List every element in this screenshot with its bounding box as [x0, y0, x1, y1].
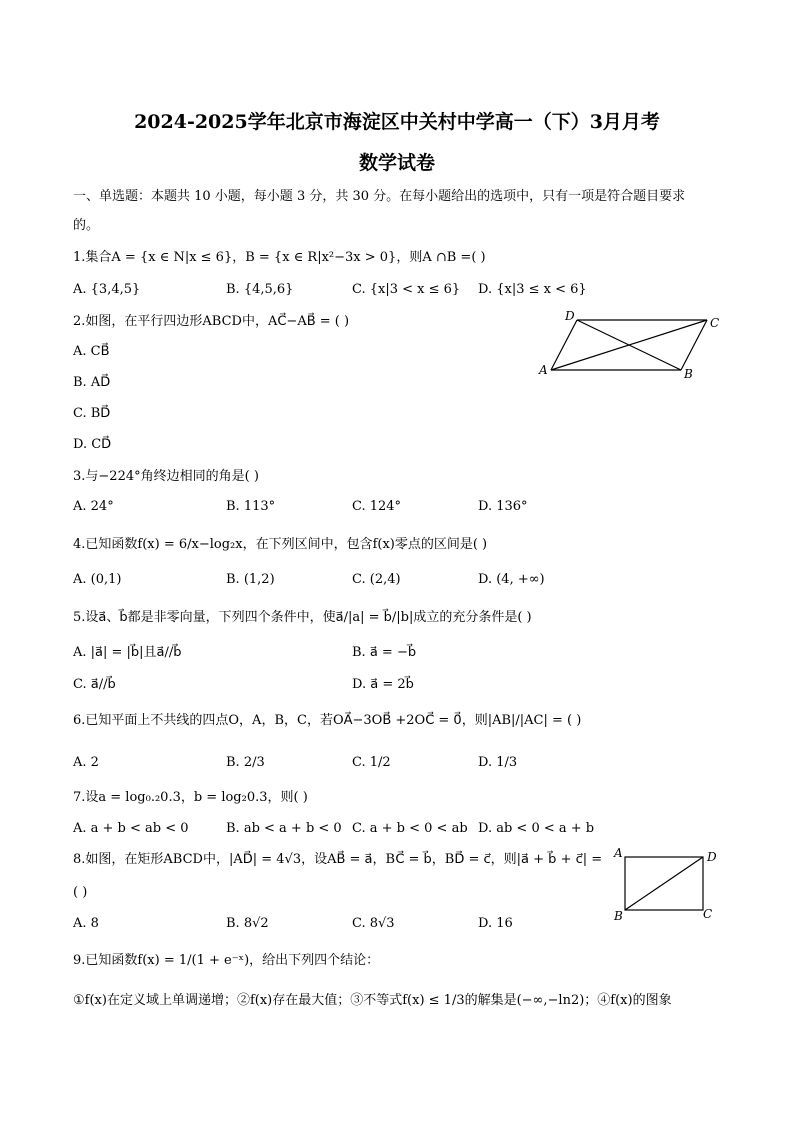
q2-option-a: A. CB⃗: [73, 344, 110, 359]
q2-option-c: C. BD⃗: [73, 406, 111, 421]
question-9-stem: 9.已知函数f(x) = 1/(1 + e⁻ˣ)，给出下列四个结论：: [73, 953, 380, 968]
question-4-stem: 4.已知函数f(x) = 6/x−log₂x，在下列区间中，包含f(x)零点的区间是( ): [73, 537, 488, 552]
q7-option-d: D. ab < 0 < a + b: [478, 821, 595, 836]
question-7-stem: 7.设a = log₀.₂0.3，b = log₂0.3，则( ): [73, 790, 308, 805]
q5-option-d: D. a⃗ = 2b⃗: [352, 677, 414, 692]
q1-option-b: B. {4,5,6}: [226, 282, 294, 297]
q4-option-b: B. (1,2): [226, 572, 275, 587]
q3-option-b: B. 113°: [226, 499, 276, 514]
question-2-stem: 2.如图，在平行四边形ABCD中，AC⃗−AB⃗ = ( ): [73, 314, 350, 329]
page-subtitle: 数学试卷: [358, 152, 435, 174]
q8-option-d: D. 16: [478, 916, 513, 931]
q7-option-a: A. a + b < ab < 0: [73, 821, 189, 836]
question-5-stem: 5.设a⃗、b⃗都是非零向量，下列四个条件中，使a⃗/|a| = b⃗/|b|成立的充分条件是( ): [73, 610, 532, 625]
q7-option-b: B. ab < a + b < 0: [226, 821, 342, 836]
q4-option-a: A. (0,1): [73, 572, 122, 587]
q5-option-a: A. |a⃗| = |b⃗|且a⃗//b⃗: [73, 645, 182, 660]
q7-option-c: C. a + b < 0 < ab: [352, 821, 468, 836]
parallelogram-figure: [535, 308, 725, 383]
rectangle-label-c: C: [703, 907, 713, 921]
q6-option-c: C. 1/2: [352, 755, 391, 770]
q2-option-b: B. AD⃗: [73, 375, 111, 390]
q4-option-d: D. (4, +∞): [478, 572, 545, 587]
q1-option-c: C. {x|3 < x ≤ 6}: [352, 282, 461, 297]
q6-option-a: A. 2: [73, 755, 99, 770]
rectangle-figure: [608, 845, 726, 925]
q1-option-a: A. {3,4,5}: [73, 282, 141, 297]
question-8-stem: 8.如图，在矩形ABCD中，|AD⃗| = 4√3，设AB⃗ = a⃗，BC⃗ = b⃗，BD⃗ = c⃗，则|a⃗ + b⃗ + c⃗| =: [73, 852, 603, 867]
parallelogram-label-d: D: [565, 309, 575, 323]
q5-option-b: B. a⃗ = −b⃗: [352, 645, 417, 660]
question-3-stem: 3.与−224°角终边相同的角是( ): [73, 469, 259, 484]
q8-option-c: C. 8√3: [352, 916, 395, 931]
q2-option-d: D. CD⃗: [73, 437, 112, 452]
rectangle-label-a: A: [614, 846, 623, 860]
q1-option-d: D. {x|3 ≤ x < 6}: [478, 282, 587, 297]
q4-option-c: C. (2,4): [352, 572, 401, 587]
q6-option-b: B. 2/3: [226, 755, 265, 770]
rectangle-label-b: B: [614, 909, 623, 923]
q3-option-a: A. 24°: [73, 499, 114, 514]
q6-option-d: D. 1/3: [478, 755, 518, 770]
question-1-stem: 1.集合A = {x ∈ N|x ≤ 6}，B = {x ∈ R|x²−3x > 0}，则A ∩B =( ): [73, 250, 486, 265]
rectangle-label-d: D: [707, 850, 717, 864]
parallelogram-label-b: B: [684, 367, 693, 381]
q8-option-a: A. 8: [73, 916, 99, 931]
question-8-stem-cont: ( ): [73, 885, 88, 900]
page-title: 2024-2025学年北京市海淀区中关村中学高一（下）3月月考: [134, 111, 660, 133]
parallelogram-label-a: A: [539, 363, 548, 377]
q3-option-d: D. 136°: [478, 499, 528, 514]
section-heading-line1: 一、单选题：本题共 10 小题，每小题 3 分，共 30 分。在每小题给出的选项中，只有一项是符合题目要求: [73, 189, 686, 204]
q8-option-b: B. 8√2: [226, 916, 269, 931]
question-9-stem-cont: ①f(x)在定义域上单调递增；②f(x)存在最大值；③不等式f(x) ≤ 1/3的解集是(−∞,−ln2)；④f(x)的图象: [73, 993, 672, 1008]
section-heading-line2: 的。: [73, 218, 100, 233]
q3-option-c: C. 124°: [352, 499, 402, 514]
q5-option-c: C. a⃗//b⃗: [73, 677, 116, 692]
question-6-stem: 6.已知平面上不共线的四点O，A，B，C，若OA⃗−3OB⃗ +2OC⃗ = 0⃗，则|AB|/|AC| = ( ): [73, 713, 582, 728]
parallelogram-label-c: C: [710, 316, 720, 330]
